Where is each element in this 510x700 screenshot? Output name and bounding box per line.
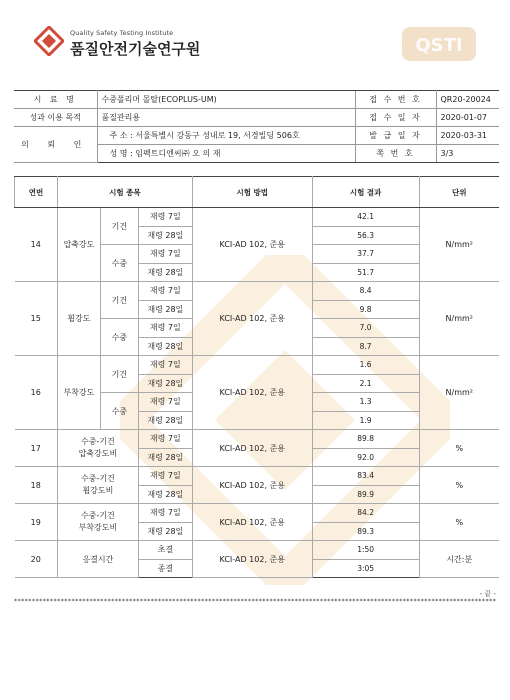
purpose-value: 품질관리용 — [97, 109, 355, 127]
test-item-line1: 수중-기건 — [80, 474, 115, 483]
result-value: 56.3 — [312, 226, 419, 245]
result-value: 51.7 — [312, 263, 419, 282]
result-value: 42.1 — [312, 208, 419, 227]
unit: % — [419, 467, 499, 504]
issue-date-value: 2020-03-31 — [436, 127, 499, 145]
test-method: KCI-AD 102, 준용 — [192, 356, 312, 430]
test-item-line2: 부착강도비 — [78, 523, 118, 532]
age: 재령 7일 — [138, 467, 192, 486]
result-value: 3:05 — [312, 559, 419, 578]
cure-condition: 수중 — [100, 319, 138, 356]
test-item — [57, 430, 138, 467]
test-item — [57, 504, 138, 541]
row-no: 17 — [15, 430, 58, 467]
end-mark: - 끝 - — [479, 590, 496, 598]
page-no-value: 3/3 — [436, 145, 499, 163]
age: 재령 28일 — [138, 337, 192, 356]
age: 재령 28일 — [138, 226, 192, 245]
test-item: 응결시간 — [57, 541, 138, 578]
test-item — [57, 467, 138, 504]
setting-stage: 종결 — [138, 559, 192, 578]
cure-condition: 수중 — [100, 245, 138, 282]
result-value: 7.0 — [312, 319, 419, 338]
result-value: 2.1 — [312, 374, 419, 393]
receipt-date-label: 접 수 일 자 — [355, 109, 436, 127]
org-name-ko: 품질안전기술연구원 — [70, 40, 201, 58]
age: 재령 7일 — [138, 430, 192, 449]
test-method: KCI-AD 102, 준용 — [192, 430, 312, 467]
test-item: 부착강도 — [57, 356, 100, 430]
result-value: 89.9 — [312, 485, 419, 504]
result-value: 37.7 — [312, 245, 419, 264]
row-no: 20 — [15, 541, 58, 578]
col-header-method: 시험 방법 — [192, 177, 312, 208]
org-name-en: Quality Safety Testing Institute — [70, 29, 174, 37]
row-no: 14 — [15, 208, 58, 282]
unit: % — [419, 430, 499, 467]
sample-info-table — [14, 90, 499, 163]
age: 재령 28일 — [138, 448, 192, 467]
cure-condition: 기건 — [100, 282, 138, 319]
col-header-no: 연번 — [15, 177, 58, 208]
unit: N/mm² — [419, 282, 499, 356]
page-no-label: 쪽 번 호 — [355, 145, 436, 163]
test-item: 압축강도 — [57, 208, 100, 282]
issue-date-label: 발 급 일 자 — [355, 127, 436, 145]
cure-condition: 기건 — [100, 356, 138, 393]
unit: N/mm² — [419, 356, 499, 430]
setting-stage: 초결 — [138, 541, 192, 560]
sample-name-label: 시 료 명 — [14, 91, 97, 109]
sample-name-value: 수중폴리머 몰탈(ECOPLUS-UM) — [97, 91, 355, 109]
age: 재령 7일 — [138, 245, 192, 264]
result-value: 89.8 — [312, 430, 419, 449]
receipt-no-value: QR20-20024 — [436, 91, 499, 109]
test-item-line1: 수중-기건 — [80, 437, 115, 446]
client-address: 주 소 : 서울특별시 강동구 성내로 19, 서경빌딩 506호 — [97, 127, 355, 145]
receipt-date-value: 2020-01-07 — [436, 109, 499, 127]
age: 재령 7일 — [138, 356, 192, 375]
age: 재령 28일 — [138, 411, 192, 430]
client-label: 의 뢰 인 — [14, 127, 97, 163]
result-value: 84.2 — [312, 504, 419, 523]
test-method: KCI-AD 102, 준용 — [192, 541, 312, 578]
result-value: 1.6 — [312, 356, 419, 375]
col-header-result: 시험 결과 — [312, 177, 419, 208]
test-method: KCI-AD 102, 준용 — [192, 504, 312, 541]
age: 재령 28일 — [138, 300, 192, 319]
row-no: 16 — [15, 356, 58, 430]
test-method: KCI-AD 102, 준용 — [192, 282, 312, 356]
result-value: 1:50 — [312, 541, 419, 560]
result-value: 92.0 — [312, 448, 419, 467]
result-value: 1.3 — [312, 393, 419, 412]
star-separator-line: ************************************************************************************************************************************** — [14, 598, 497, 605]
row-no: 19 — [15, 504, 58, 541]
institute-logo-icon — [34, 26, 64, 56]
test-item-line1: 수중-기건 — [80, 511, 115, 520]
age: 재령 28일 — [138, 374, 192, 393]
test-method: KCI-AD 102, 준용 — [192, 208, 312, 282]
client-name: 성 명 : 임펙트디엔씨㈜ 오 의 재 — [97, 145, 355, 163]
qsti-seal-icon — [401, 26, 477, 62]
unit: N/mm² — [419, 208, 499, 282]
col-header-unit: 단위 — [419, 177, 499, 208]
age: 재령 7일 — [138, 319, 192, 338]
result-value: 8.4 — [312, 282, 419, 301]
unit: 시간:분 — [419, 541, 499, 578]
result-value: 1.9 — [312, 411, 419, 430]
qsti-badge-text: QSTI — [415, 35, 463, 56]
cure-condition: 수중 — [100, 393, 138, 430]
cure-condition: 기건 — [100, 208, 138, 245]
result-value: 83.4 — [312, 467, 419, 486]
test-item-line2: 압축강도비 — [78, 449, 118, 458]
age: 재령 28일 — [138, 485, 192, 504]
unit: % — [419, 504, 499, 541]
row-no: 15 — [15, 282, 58, 356]
row-no: 18 — [15, 467, 58, 504]
age: 재령 7일 — [138, 208, 192, 227]
test-results-table — [14, 176, 499, 578]
age: 재령 7일 — [138, 393, 192, 412]
col-header-item: 시험 종목 — [57, 177, 192, 208]
age: 재령 7일 — [138, 282, 192, 301]
result-value: 8.7 — [312, 337, 419, 356]
age: 재령 28일 — [138, 263, 192, 282]
purpose-label: 성과 이용 목적 — [14, 109, 97, 127]
result-value: 89.3 — [312, 522, 419, 541]
receipt-no-label: 접 수 번 호 — [355, 91, 436, 109]
test-item: 휨강도 — [57, 282, 100, 356]
age: 재령 28일 — [138, 522, 192, 541]
test-method: KCI-AD 102, 준용 — [192, 467, 312, 504]
result-value: 9.8 — [312, 300, 419, 319]
age: 재령 7일 — [138, 504, 192, 523]
test-item-line2: 휨강도비 — [82, 486, 114, 495]
